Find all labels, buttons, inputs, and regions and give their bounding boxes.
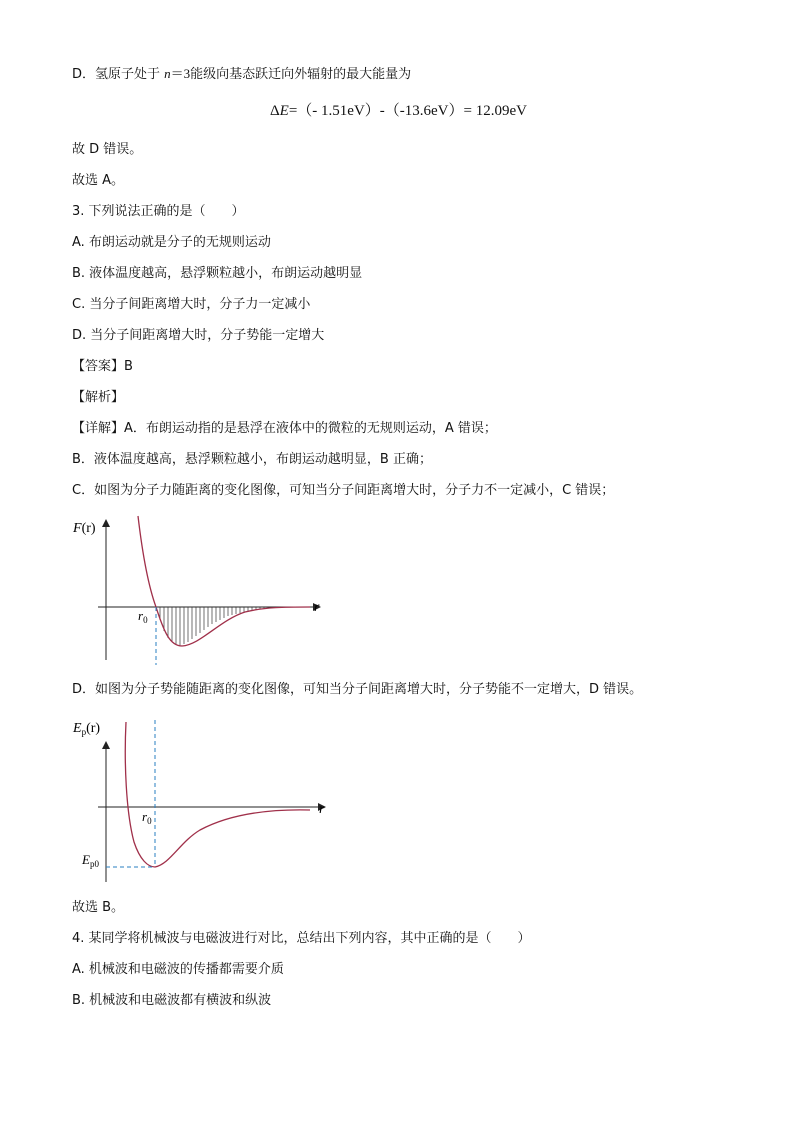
section-d-prefix: D．氢原子处于 (72, 67, 165, 82)
question-3-stem: 3. 下列说法正确的是（ ） (72, 204, 245, 219)
analysis-tag: 【解析】 (72, 390, 125, 405)
answer-tag: 【答案】 (72, 359, 125, 374)
potential-x-label: r (319, 802, 325, 817)
detail-d-line: D．如图为分子势能随距离的变化图像，可知当分子间距离增大时，分子势能不一定增大，D 错误。 (72, 682, 643, 697)
section-d-rest: 能级向基态跃迁向外辐射的最大能量为 (190, 67, 412, 82)
potential-curve (125, 722, 310, 867)
d-wrong-line: 故 D 错误。 (72, 142, 143, 157)
question-4-stem: 4. 某同学将机械波与电磁波进行对比，总结出下列内容，其中正确的是（ ） (72, 931, 531, 946)
choose-b-line: 故选 B。 (72, 900, 125, 915)
question-3-option-a: A. 布朗运动就是分子的无规则运动 (72, 235, 271, 250)
eq-e: E (279, 103, 289, 119)
eq-rhs: =（- 1.51eV）-（-13.6eV）= 12.09eV (288, 103, 527, 119)
section-d-line (72, 64, 411, 85)
question-3-option-d: D. 当分子间距离增大时，分子势能一定增大 (72, 328, 325, 343)
potential-y-label: $E_p(r)$ (73, 721, 101, 737)
detail-c-line: C．如图为分子力随距离的变化图像，可知当分子间距离增大时，分子力不一定减小，C 错误； (72, 483, 615, 498)
question-4-option-b: B. 机械波和电磁波都有横波和纵波 (72, 993, 272, 1008)
var-n-eq: ＝3 (170, 66, 191, 81)
answer-value: B (124, 359, 133, 374)
detail-a-line: 【详解】A．布朗运动指的是悬浮在液体中的微粒的无规则运动，A 错误； (72, 421, 497, 436)
potential-ep0-label: $E_{p0}$ (82, 852, 99, 869)
force-graph (70, 510, 340, 670)
force-y-label: F(r) (73, 521, 96, 536)
potential-r0-label: $r_0$ (142, 809, 152, 826)
force-x-label: r (314, 600, 320, 615)
question-4-option-a: A. 机械波和电磁波的传播都需要介质 (72, 962, 284, 977)
force-shading (160, 607, 268, 645)
choose-a-line: 故选 A。 (72, 173, 125, 188)
eq-delta: Δ (270, 103, 280, 119)
potential-graph (70, 712, 340, 892)
detail-b-line: B．液体温度越高，悬浮颗粒越小，布朗运动越明显，B 正确； (72, 452, 432, 467)
force-r0-label: $r_0$ (138, 608, 148, 625)
var-n: n (164, 66, 171, 81)
energy-equation (270, 99, 527, 120)
question-3-option-c: C. 当分子间距离增大时，分子力一定减小 (72, 297, 311, 312)
answer-line (72, 357, 133, 377)
question-3-option-b: B. 液体温度越高，悬浮颗粒越小，布朗运动越明显 (72, 266, 363, 281)
